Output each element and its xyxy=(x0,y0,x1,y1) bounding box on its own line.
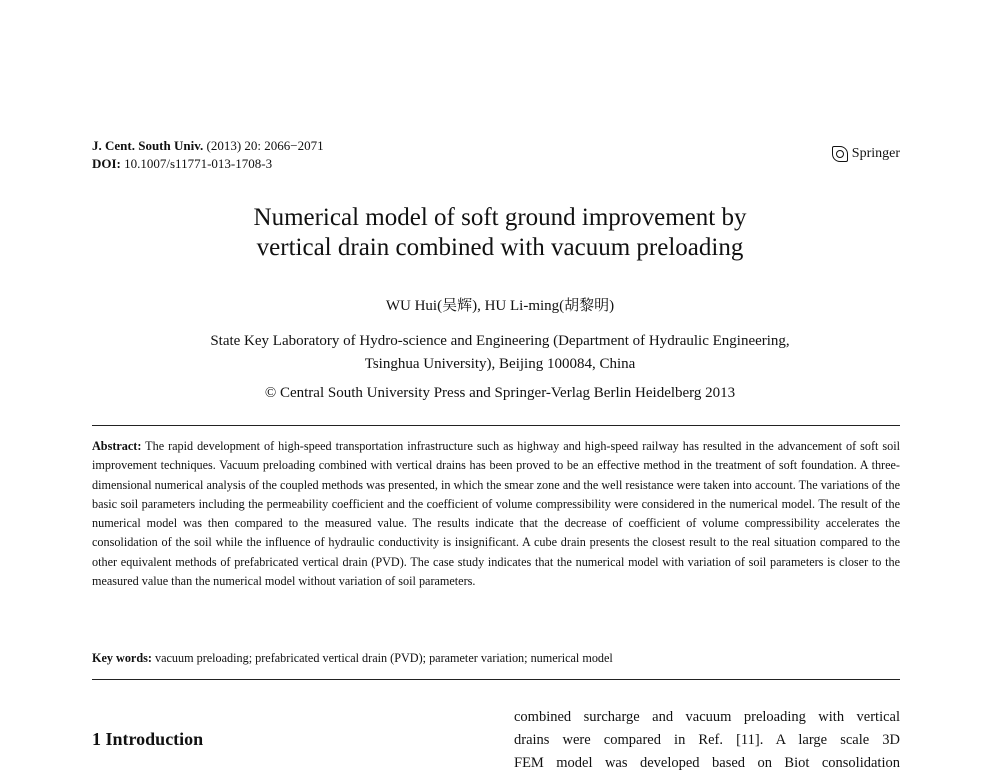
journal-citation xyxy=(92,137,324,155)
affiliation-line-2: Tsinghua University), Beijing 100084, China xyxy=(364,356,636,372)
keywords-label: Key words: xyxy=(92,651,152,665)
doi-value: 10.1007/s11771-013-1708-3 xyxy=(124,156,273,171)
journal-info xyxy=(92,137,324,173)
top-divider xyxy=(92,425,900,426)
title-line-1: Numerical model of soft ground improvement by xyxy=(253,204,747,231)
paper-title xyxy=(0,203,1000,263)
keywords-text: vacuum preloading; prefabricated vertical drain (PVD); parameter variation; numerical model xyxy=(154,651,613,665)
text-line: FEM model was developed based on Biot consolidation xyxy=(514,755,900,771)
text-line: combined surcharge and vacuum preloading with vertical xyxy=(514,709,900,725)
abstract xyxy=(92,437,900,591)
bottom-divider xyxy=(92,679,900,680)
springer-logo-icon xyxy=(832,146,848,162)
section-heading: 1 Introduction xyxy=(92,729,204,749)
publisher-mark xyxy=(832,146,900,162)
abstract-text: The rapid development of high-speed transportation infrastructure such as highway and high-speed railway has resulted in the advancement of soft soil improvement techniques. Vacuum preloading combined with vertical drains has been proved to be an effective method in the treatment of soft foundation. A three-dimensional numerical analysis of the coupled methods was presented, in which the smear zone and the well resistance were taken into account. The variations of the basic soil parameters including the permeability coefficient and the coefficient of volume compressibility were considered in the numerical model. The result of the numerical model was then compared to the measured value. The results indicate that the decrease of coefficient of volume compressibility accelerates the consolidation of the soil while the influence of hydraulic conductivity is insignificant. A cube drain presents the closest result to the real situation compared to the other equivalent methods of prefabricated vertical drain (PVD). The case study indicates that the numerical model with variation of soil parameters is closer to the measured value than the numerical model without variation of soil parameters. xyxy=(92,439,900,589)
doi-line xyxy=(92,155,324,173)
publisher-name: Springer xyxy=(851,146,900,161)
text-line: drains were compared in Ref. [11]. A large scale 3D xyxy=(514,732,900,748)
abstract-label: Abstract: xyxy=(92,439,142,453)
affiliation-line-1: State Key Laboratory of Hydro-science and Engineering (Department of Hydraulic Engineering, xyxy=(210,333,790,349)
journal-volume: (2013) 20: 2066−2071 xyxy=(206,138,324,153)
authors: WU Hui(吴辉), HU Li-ming(胡黎明) xyxy=(385,298,615,314)
copyright-notice: © Central South University Press and Springer-Verlag Berlin Heidelberg 2013 xyxy=(264,385,736,401)
affiliation xyxy=(0,330,1000,376)
title-line-2: vertical drain combined with vacuum preloading xyxy=(256,234,744,261)
keywords xyxy=(92,649,900,668)
right-column-text xyxy=(514,706,900,775)
doi-label: DOI: xyxy=(92,156,121,171)
journal-name: J. Cent. South Univ. xyxy=(92,138,204,153)
